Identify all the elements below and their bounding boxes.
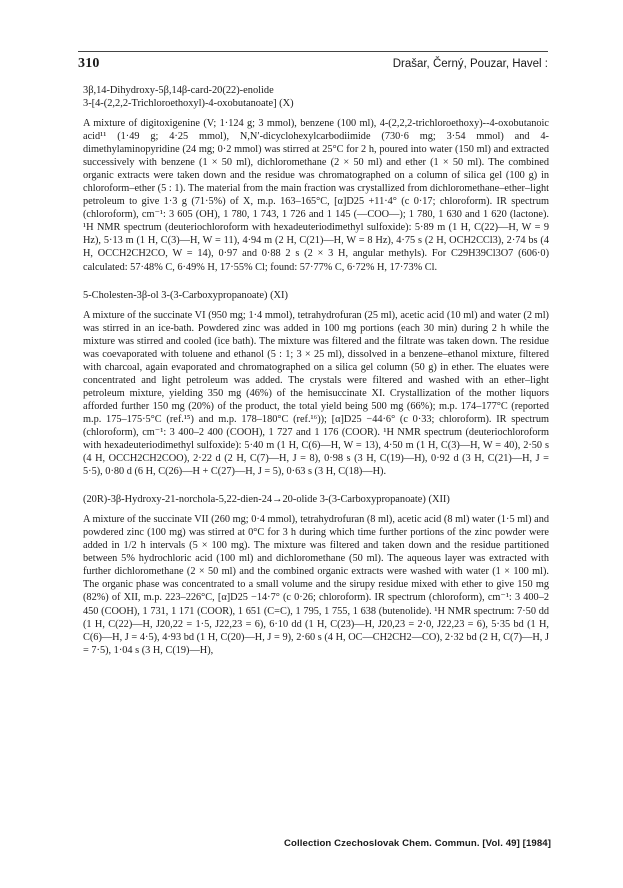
- section-title: 5-Cholesten-3β-ol 3-(3-Carboxypropanoate) (XI): [83, 289, 288, 301]
- section-paragraph: A mixture of the succinate VI (950 mg; 1·4 mmol), tetrahydrofuran (25 ml), acetic acid (10 ml) and water (2 ml) was stirred in an ice-bath. Powdered zinc was added in 100 mg portions (each 30 min) during 2 h while the mixture was stirred and cooled (ice bath). The mixture was filtered and the filtrate was taken down. The residue was coevaporated with toluene and ethanol (5 : 1; 3 × 25 ml), dissolved in a benzene–ethanol mixture, filtered with charcoal, again evaporated and chromatographed on a silica gel column (50 g) in ether. The eluates were concentrated and light petroleum was added. The crystals were filtered and washed with an ether–light petroleum mixture, yielding 350 mg (46%) of the hemisuccinate XI. Crystallization of the mother liquors afforded further 150 mg (20%) of the product, the total yield being 500 mg (66%); m.p. 174–177°C (reported m.p. 175–175·5°C (ref.¹⁵) and m.p. 178–180°C (ref.¹⁶)); [α]D25 −44·6° (c 0·33; chloroform). IR spectrum (chloroform), cm⁻¹: 3 400–2 400 (COOH), 1 727 and 1 176 (COOR). ¹H NMR spectrum (deuteriochloroform with hexadeuteriodimethyl sulfoxide): 5·40 m (1 H, C(6)—H, W = 13), 4·50 m (1 H, C(3)—H, W = 40), 2·50 s (4 H, OCCH2CH2COO), 2·22 d (2 H, C(7)—H, J = 8), 0·98 s (3 H, C(19)—H), 0·92 d (3 H, C(21)—H, J = 5·5), 0·80 d (6 H, C(26)—H + C(27)—H, J = 5), 0·63 s (3 H, C(18)—H).: [83, 309, 549, 478]
- section-compound-xii: [83, 493, 549, 657]
- section-compound-xi: [83, 289, 549, 479]
- section-title: 3-[4-(2,2,2-Trichloroethoxyl)-4-oxobutanoate] (X): [83, 98, 294, 109]
- article-body: [83, 84, 549, 672]
- running-head: Drašar, Černý, Pouzar, Havel :: [392, 58, 548, 70]
- section-title: 3β,14-Dihydroxy-5β,14β-card-20(22)-enolide: [83, 85, 274, 96]
- page-number: 310: [78, 56, 100, 71]
- section-compound-x: [83, 84, 549, 274]
- section-paragraph: A mixture of the succinate VII (260 mg; 0·4 mmol), tetrahydrofuran (8 ml), acetic acid (8 ml) water (1·5 ml) and powdered zinc (100 mg) was stirred at 0°C for 3 h during which time further portions of the zinc powder were added in 1/2 h intervals (5 × 100 mg). The mixture was filtered and taken down and the residue partitioned between 5% hydrochloric acid (100 ml) and dichloromethane (50 ml). The aqueous layer was extracted with further dichloromethane (2 × 50 ml) and the combined organic extracts were washed with water (1 × 100 ml). The organic phase was concentrated to a small volume and the sirupy residue mixed with ether to give 150 mg (82%) of XII, m.p. 223–226°C, [α]D25 −14·7° (c 0·26; chloroform). IR spectrum (chloroform), cm⁻¹: 3 400–2 450 (COOH), 1 731, 1 171 (COOR), 1 651 (C=C), 1 795, 1 755, 1 638 (butenolide). ¹H NMR spectrum: 7·50 dd (1 H, C(22)—H, J20,22 = 1·5, J22,23 = 6), 6·10 dd (1 H, C(23)—H, J20,23 = 2·0, J22,23 = 6), 5·35 bd (1 H, C(6)—H, J = 4·5), 4·93 bd (1 H, C(20)—H, J = 9), 2·60 s (4 H, OC—CH2CH2—CO), 2·32 bd (2 H, C(7)—H, J = 7·5), 1·04 s (3 H, C(19)—H),: [83, 514, 549, 656]
- section-paragraph: A mixture of digitoxigenine (V; 1·124 g; 3 mmol), benzene (100 ml), 4-(2,2,2-trichloroethoxy)--4-oxobutanoic acid¹¹ (1·49 g; 4·25 mmol), N,N′-dicyclohexylcarbodiimide (730·6 mg; 3·54 mmol) and 4-dimethylaminopyridine (24 mg; 0·2 mmol) was stirred at 25°C for 2 h, poured into water (150 ml) and extracted successively with benzene (1 × 50 ml), dichloromethane (2 × 50 ml) and ether (1 × 50 ml). The combined organic extracts were taken down and the residue was chromatographed on a column of silica gel (100 g) in chloroform–ether (5 : 1). The material from the main fraction was crystallized from dichloromethane–ether–light petroleum to give 1·3 g (71·5%) of X, m.p. 163–165°C, [α]D25 +11·4° (c 0·17; chloroform). IR spectrum (chloroform), cm⁻¹: 3 605 (OH), 1 780, 1 743, 1 726 and 1 145 (—COO—); 1 780, 1 630 and 1 620 (lactone). ¹H NMR spectrum (deuteriochloroform with hexadeuteriodimethyl sulfoxide): 5·89 m (1 H, C(22)—H, W = 9 Hz), 5·13 m (1 H, C(3)—H, W = 11), 4·94 m (2 H, C(21)—H, W = 8 Hz), 4·75 s (2 H, OCH2CCl3), 2·74 bs (4 H, OCCH2CH2CO, W = 14), 0·97 and 0·88 2 s (2 × 3 H, angular methyls). For C29H39Cl3O7 (606·0) calculated: 57·48% C, 6·49% H, 17·55% Cl; found: 57·77% C, 6·72% H, 17·73% Cl.: [83, 118, 549, 273]
- journal-citation: Collection Czechoslovak Chem. Commun. [Vol. 49] [1984]: [284, 838, 551, 849]
- header-rule: [78, 51, 548, 52]
- section-title: (20R)-3β-Hydroxy-21-norchola-5,22-dien-24→20-olide 3-(3-Carboxypropanoate) (XII): [83, 494, 450, 506]
